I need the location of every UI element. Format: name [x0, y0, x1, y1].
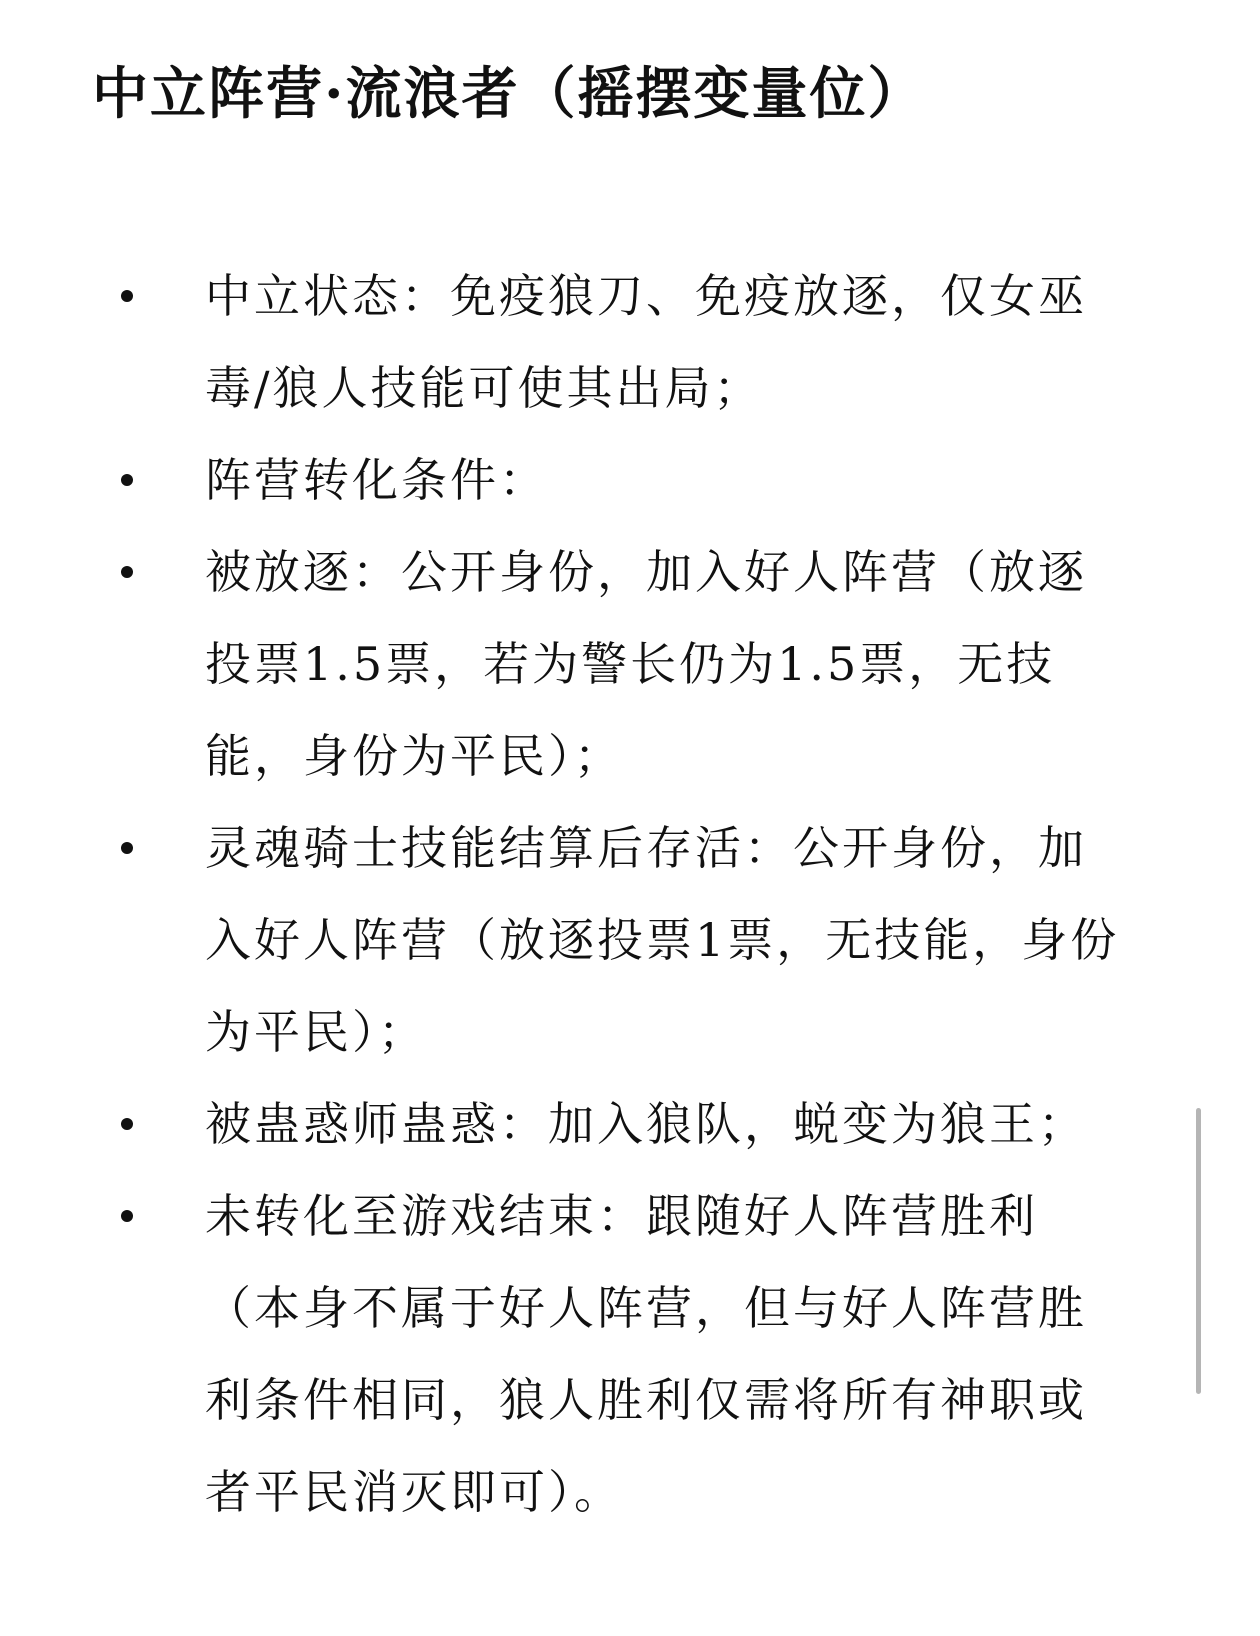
bullet-dot-icon [121, 842, 133, 854]
bullet-text: 被放逐：公开身份，加入好人阵营（放逐投票1.5票，若为警长仍为1.5票，无技能，身份为平民）； [205, 545, 1087, 783]
bullet-list [0, 250, 1260, 1538]
bullet-bewitched [0, 1078, 1120, 1170]
bullet-text: 中立状态：免疫狼刀、免疫放逐，仅女巫毒/狼人技能可使其出局； [205, 269, 1087, 415]
bullet-text: 阵营转化条件： [205, 453, 548, 507]
vertical-scrollbar[interactable] [1196, 1108, 1201, 1394]
bullet-text: 灵魂骑士技能结算后存活：公开身份，加入好人阵营（放逐投票1票，无技能，身份为平民）； [205, 821, 1120, 1059]
bullet-dot-icon [121, 1210, 133, 1222]
bullet-soul-knight [0, 802, 1120, 1078]
bullet-text: 未转化至游戏结束：跟随好人阵营胜利（本身不属于好人阵营，但与好人阵营胜利条件相同，狼人胜利仅需将所有神职或者平民消灭即可）。 [205, 1189, 1087, 1519]
bullet-unconverted [0, 1170, 1120, 1538]
bullet-dot-icon [121, 566, 133, 578]
bullet-dot-icon [121, 290, 133, 302]
bullet-conversion-conditions [0, 434, 1120, 526]
page-title: 中立阵营·流浪者（摇摆变量位） [92, 61, 926, 127]
bullet-dot-icon [121, 474, 133, 486]
bullet-dot-icon [121, 1118, 133, 1130]
bullet-text: 被蛊惑师蛊惑：加入狼队，蜕变为狼王； [205, 1097, 1087, 1151]
bullet-neutral-state [0, 250, 1120, 434]
bullet-exiled [0, 526, 1120, 802]
